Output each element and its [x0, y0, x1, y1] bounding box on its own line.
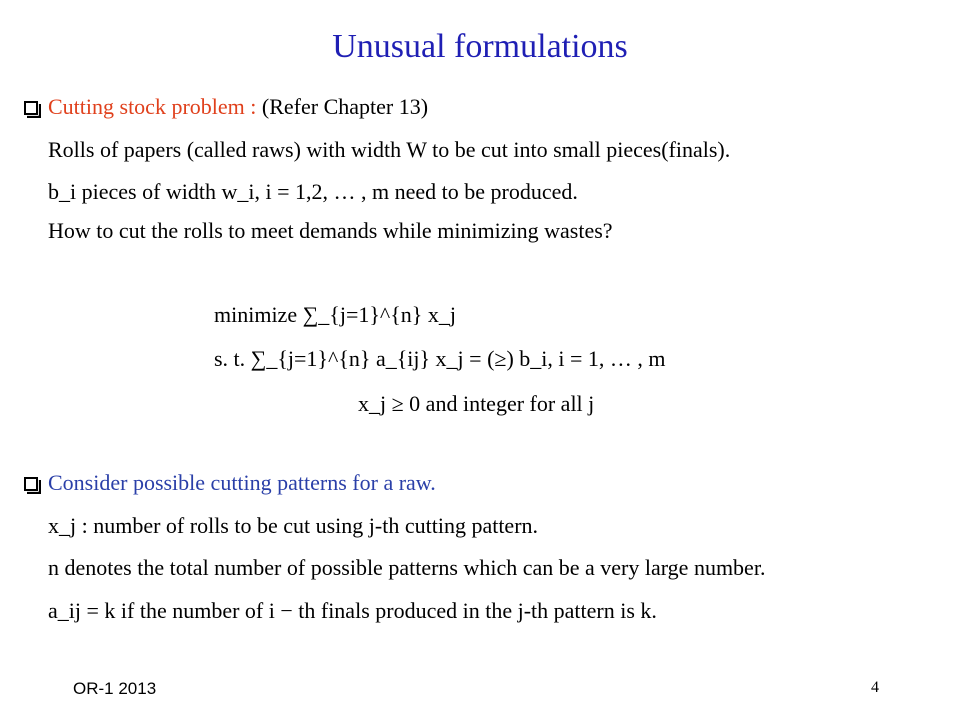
section2-line3-text: a_ij = k if the number of i − th finals produced in the j-th pattern is k. — [48, 598, 657, 623]
page-number: 4 — [871, 679, 879, 696]
checkbox-bullet-icon — [24, 101, 38, 115]
footer-course: OR-1 2013 — [73, 679, 157, 698]
section1-line3 — [48, 217, 613, 245]
slide-title: Unusual formulations — [332, 28, 628, 65]
section1-line1 — [48, 136, 730, 164]
checkbox-bullet-icon — [24, 477, 38, 491]
section1-heading: Cutting stock problem : — [48, 94, 257, 119]
section2-line1 — [48, 512, 538, 540]
section1-reference: (Refer Chapter 13) — [261, 94, 429, 119]
section1-line3-text: How to cut the rolls to meet demands while minimizing wastes? — [48, 218, 613, 243]
constraint-line — [214, 345, 666, 373]
section1-heading-line — [24, 93, 428, 121]
section2-heading-line — [24, 469, 436, 497]
objective-line — [214, 301, 456, 329]
section2-line2 — [48, 554, 765, 582]
section2-heading: Consider possible cutting patterns for a raw. — [48, 470, 436, 495]
objective-text: minimize ∑_{j=1}^{n} x_j — [214, 302, 456, 327]
section2-line3 — [48, 597, 657, 625]
section2-line1-text: x_j : number of rolls to be cut using j-th cutting pattern. — [48, 513, 539, 538]
section1-line2-text: b_i pieces of width w_i, i = 1,2, … , m need to be produced. — [48, 179, 578, 204]
constraint-text: s. t. ∑_{j=1}^{n} a_{ij} x_j = (≥) b_i, i = 1, … , m — [214, 346, 666, 371]
nonneg-text: x_j ≥ 0 and integer for all j — [358, 391, 595, 416]
section1-line2 — [48, 178, 578, 206]
section2-line2-text: n denotes the total number of possible patterns which can be a very large number. — [48, 555, 766, 580]
nonneg-line — [358, 390, 594, 418]
section1-line1-text: Rolls of papers (called raws) with width W to be cut into small pieces(finals). — [48, 137, 731, 162]
